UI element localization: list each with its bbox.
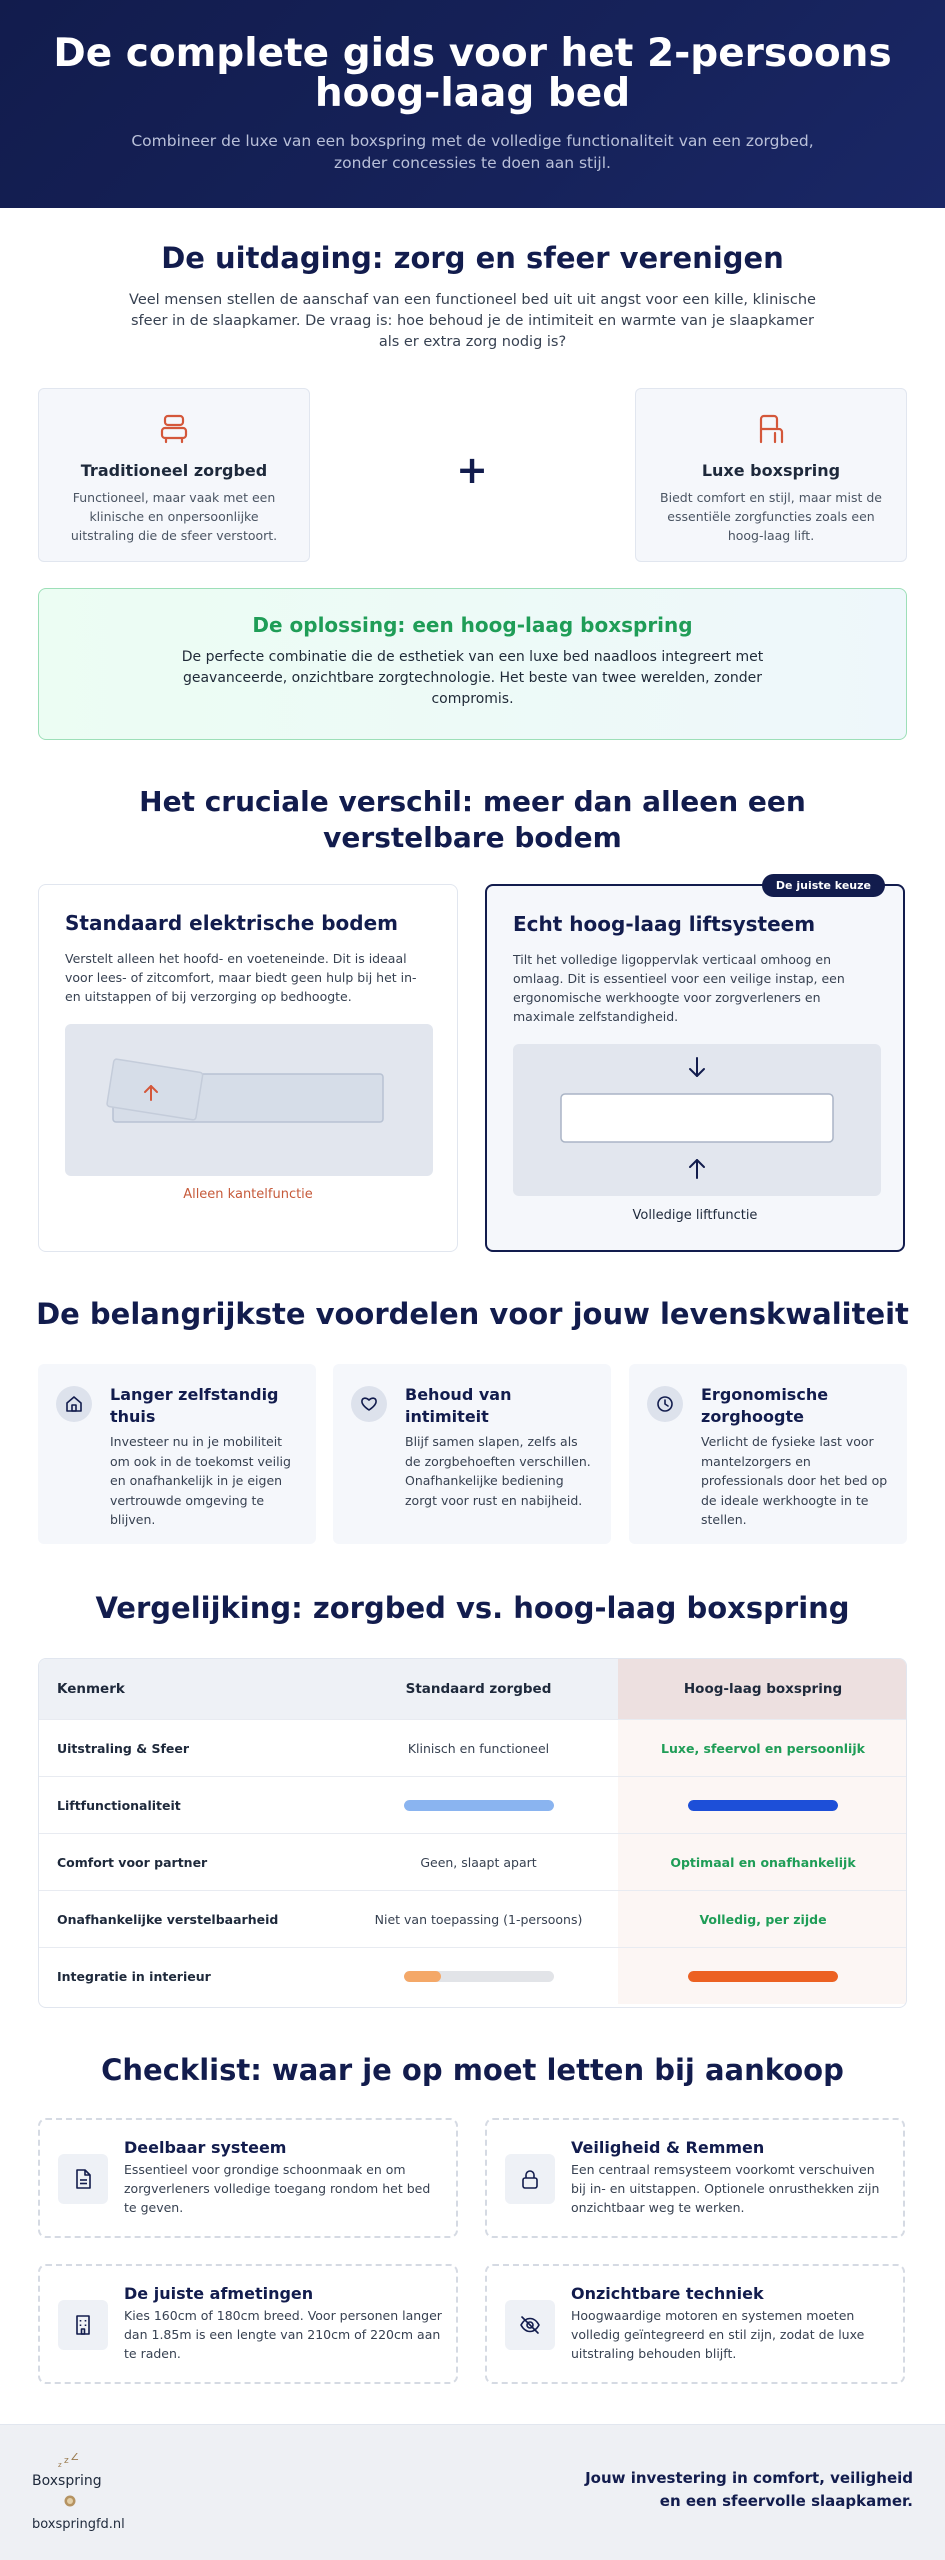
document-icon (58, 2154, 108, 2204)
comparison-section (0, 1590, 945, 1984)
row-feature: Integratie in interieur (57, 1968, 211, 1984)
row-standard (339, 1948, 618, 2004)
row-standard: Niet van toepassing (1-persoons) (374, 1911, 583, 1927)
checklist-item-title: De juiste afmetingen (124, 2284, 314, 2303)
hero-header (0, 0, 945, 208)
care-bed-card (38, 388, 310, 562)
challenge-title: De uitdaging: zorg en sfeer verenigen (161, 241, 784, 275)
comparison-table (38, 1658, 907, 2008)
row-boxspring (618, 1777, 907, 1833)
checklist-item (38, 2118, 458, 2238)
solution-title: De oplossing: een hoog-laag boxspring (252, 613, 693, 637)
row-standard: Klinisch en functioneel (407, 1740, 550, 1756)
svg-text:z: z (58, 2461, 62, 2469)
benefit-card (333, 1364, 611, 1544)
lift-system-title: Echt hoog-laag liftsysteem (513, 912, 816, 936)
chair-icon (753, 411, 789, 447)
benefit-text: Blijf samen slapen, zelfs als de zorgbehoeften verschillen. Onafhankelijke bediening zorgt voor rust en nabijheid. (405, 1434, 591, 1508)
level-bar (688, 1971, 838, 1982)
table-row (39, 1776, 907, 1833)
row-feature: Liftfunctionaliteit (57, 1797, 181, 1813)
boxspring-title: Luxe boxspring (701, 461, 841, 480)
plus-sign: + (456, 448, 488, 492)
lock-icon (505, 2154, 555, 2204)
table-row (39, 1719, 907, 1776)
checklist-item-text: Een centraal remsysteem voorkomt verschuiven bij in- en uitstappen. Optionele onrusthekken zijn onzichtbaar weg te werken. (571, 2162, 880, 2215)
row-feature: Onafhankelijke verstelbaarheid (57, 1911, 279, 1927)
footer-tagline: Jouw investering in comfort, veiligheid en een sfeervolle slaapkamer. (585, 2469, 913, 2510)
home-icon (56, 1386, 92, 1422)
level-bar-fill (404, 1800, 554, 1811)
benefits-title: De belangrijkste voordelen voor jouw levenskwaliteit (36, 1297, 909, 1331)
lift-caption: Volledige liftfunctie (632, 1208, 758, 1223)
benefit-text: Verlicht de fysieke last voor mantelzorgers en professionals door het bed op de ideale werkhoogte in te stellen. (701, 1434, 888, 1527)
level-bar-fill (688, 1800, 838, 1811)
standard-base-card (38, 884, 458, 1252)
level-bar-fill (688, 1971, 838, 1982)
table-row (39, 1947, 907, 2004)
boxspring-card (635, 388, 907, 562)
checklist-item-title: Veiligheid & Remmen (571, 2138, 765, 2157)
building-icon (58, 2300, 108, 2350)
benefit-title: Langer zelfstandig thuis (110, 1385, 279, 1426)
level-bar-fill (404, 1971, 442, 1982)
header-standard: Standaard zorgbed (405, 1681, 552, 1697)
benefit-card (38, 1364, 316, 1544)
right-choice-badge: De juiste keuze (762, 874, 885, 897)
svg-text:Z: Z (71, 2453, 79, 2463)
clock-icon (647, 1386, 683, 1422)
standard-base-title: Standaard elektrische bodem (65, 911, 399, 935)
checklist-title: Checklist: waar je op moet letten bij aankoop (101, 2053, 844, 2087)
checklist-item (485, 2118, 905, 2238)
lift-system-text: Tilt het volledige ligoppervlak verticaal omhoog en omlaag. Dit is essentieel voor een veilige instap, een ergonomische werkhoogte voor zorgverleners en maximale zelfstandigheid. (513, 952, 845, 1024)
benefit-title: Ergonomische zorghoogte (701, 1385, 829, 1426)
row-boxspring (618, 1948, 907, 2004)
footer-url[interactable]: boxspringfd.nl (32, 2517, 125, 2532)
svg-text:z: z (64, 2456, 69, 2466)
checklist-item-text: Essentieel voor grondige schoonmaak en om zorgverleners volledige toegang rondom het bed te geven. (124, 2162, 431, 2215)
benefits-section (0, 1296, 945, 1527)
header-feature: Kenmerk (57, 1681, 125, 1697)
lift-system-card (485, 879, 905, 1252)
checklist-item-title: Deelbaar systeem (124, 2138, 287, 2157)
standard-caption: Alleen kantelfunctie (183, 1187, 313, 1202)
difference-title: Het cruciale verschil: meer dan alleen een verstelbare bodem (139, 785, 806, 854)
level-bar (404, 1800, 554, 1811)
page-title: De complete gids voor het 2-persoons hoog-laag bed (53, 31, 892, 116)
benefit-title: Behoud van intimiteit (405, 1385, 512, 1426)
standard-base-text: Verstelt alleen het hoofd- en voeteneinde. Dit is ideaal voor lees- of zitcomfort, maar biedt geen hulp bij het in- en uitstappen of bij verzorging op bedhoogte. (65, 951, 417, 1004)
row-feature: Uitstraling & Sfeer (57, 1740, 190, 1756)
comparison-title: Vergelijking: zorgbed vs. hoog-laag boxspring (95, 1591, 850, 1625)
solution-text: De perfecte combinatie die de esthetiek van een luxe bed naadloos integreert met geavanceerde, onzichtbare zorgtechnologie. Het beste van twee werelden, zonder compromis. (181, 649, 764, 707)
boxspring-text: Biedt comfort en stijl, maar mist de essentiële zorgfuncties zoals een hoog-laag lift. (660, 490, 882, 543)
checklist-item (38, 2264, 458, 2384)
eye-off-icon (505, 2300, 555, 2350)
table-row (39, 1890, 907, 1947)
checklist-section (0, 2052, 945, 2361)
checklist-item-text: Kies 160cm of 180cm breed. Voor personen langer dan 1.85m is een lengte van 210cm of 220cm aan te raden. (124, 2308, 442, 2361)
brand-logo-text: Boxspring (32, 2473, 102, 2489)
checklist-item-text: Hoogwaardige motoren en systemen moeten volledig geïntegreerd en stil zijn, zodat de luxe uitstraling behouden blijft. (571, 2308, 865, 2361)
page-subtitle: Combineer de luxe van een boxspring met de volledige functionaliteit van een zorgbed, zonder concessies te doen aan stijl. (131, 132, 814, 172)
benefit-text: Investeer nu in je mobiliteit om ook in de toekomst veilig en onafhankelijk in je eigen vertrouwde omgeving te blijven. (110, 1434, 291, 1527)
table-row (39, 1833, 907, 1890)
benefit-card (629, 1364, 907, 1544)
row-standard (339, 1777, 618, 1833)
row-standard: Geen, slaapt apart (420, 1854, 537, 1870)
care-bed-title: Traditioneel zorgbed (80, 461, 268, 480)
lift-illustration (513, 1044, 881, 1196)
level-bar (404, 1971, 554, 1982)
challenge-section (0, 240, 945, 707)
difference-section (0, 784, 945, 1223)
hospital-bed-icon (156, 411, 192, 447)
care-bed-text: Functioneel, maar vaak met een klinische en onpersoonlijke uitstraling die de sfeer verstoort. (70, 490, 278, 543)
checklist-item (485, 2264, 905, 2384)
footer (0, 2424, 945, 2560)
row-boxspring: Optimaal en onafhankelijk (618, 1834, 907, 1890)
level-bar (688, 1800, 838, 1811)
checklist-item-title: Onzichtbare techniek (571, 2284, 764, 2303)
challenge-intro: Veel mensen stellen de aanschaf van een functioneel bed uit uit angst voor een kille, klinische sfeer in de slaapkamer. De vraag is: hoe behoud je de intimiteit en warmte van je slaapkamer als er extra zorg nodig is? (129, 292, 816, 350)
row-boxspring: Luxe, sfeervol en persoonlijk (618, 1720, 907, 1776)
header-boxspring: Hoog-laag boxspring (618, 1659, 907, 1719)
table-header (39, 1659, 907, 1719)
row-feature: Comfort voor partner (57, 1854, 208, 1870)
arrow-down-icon (690, 1058, 704, 1076)
solution-box (38, 588, 907, 740)
heart-icon (351, 1386, 387, 1422)
row-boxspring: Volledig, per zijde (618, 1891, 907, 1947)
arrow-up-icon (690, 1160, 704, 1178)
tilt-illustration (65, 1024, 433, 1176)
